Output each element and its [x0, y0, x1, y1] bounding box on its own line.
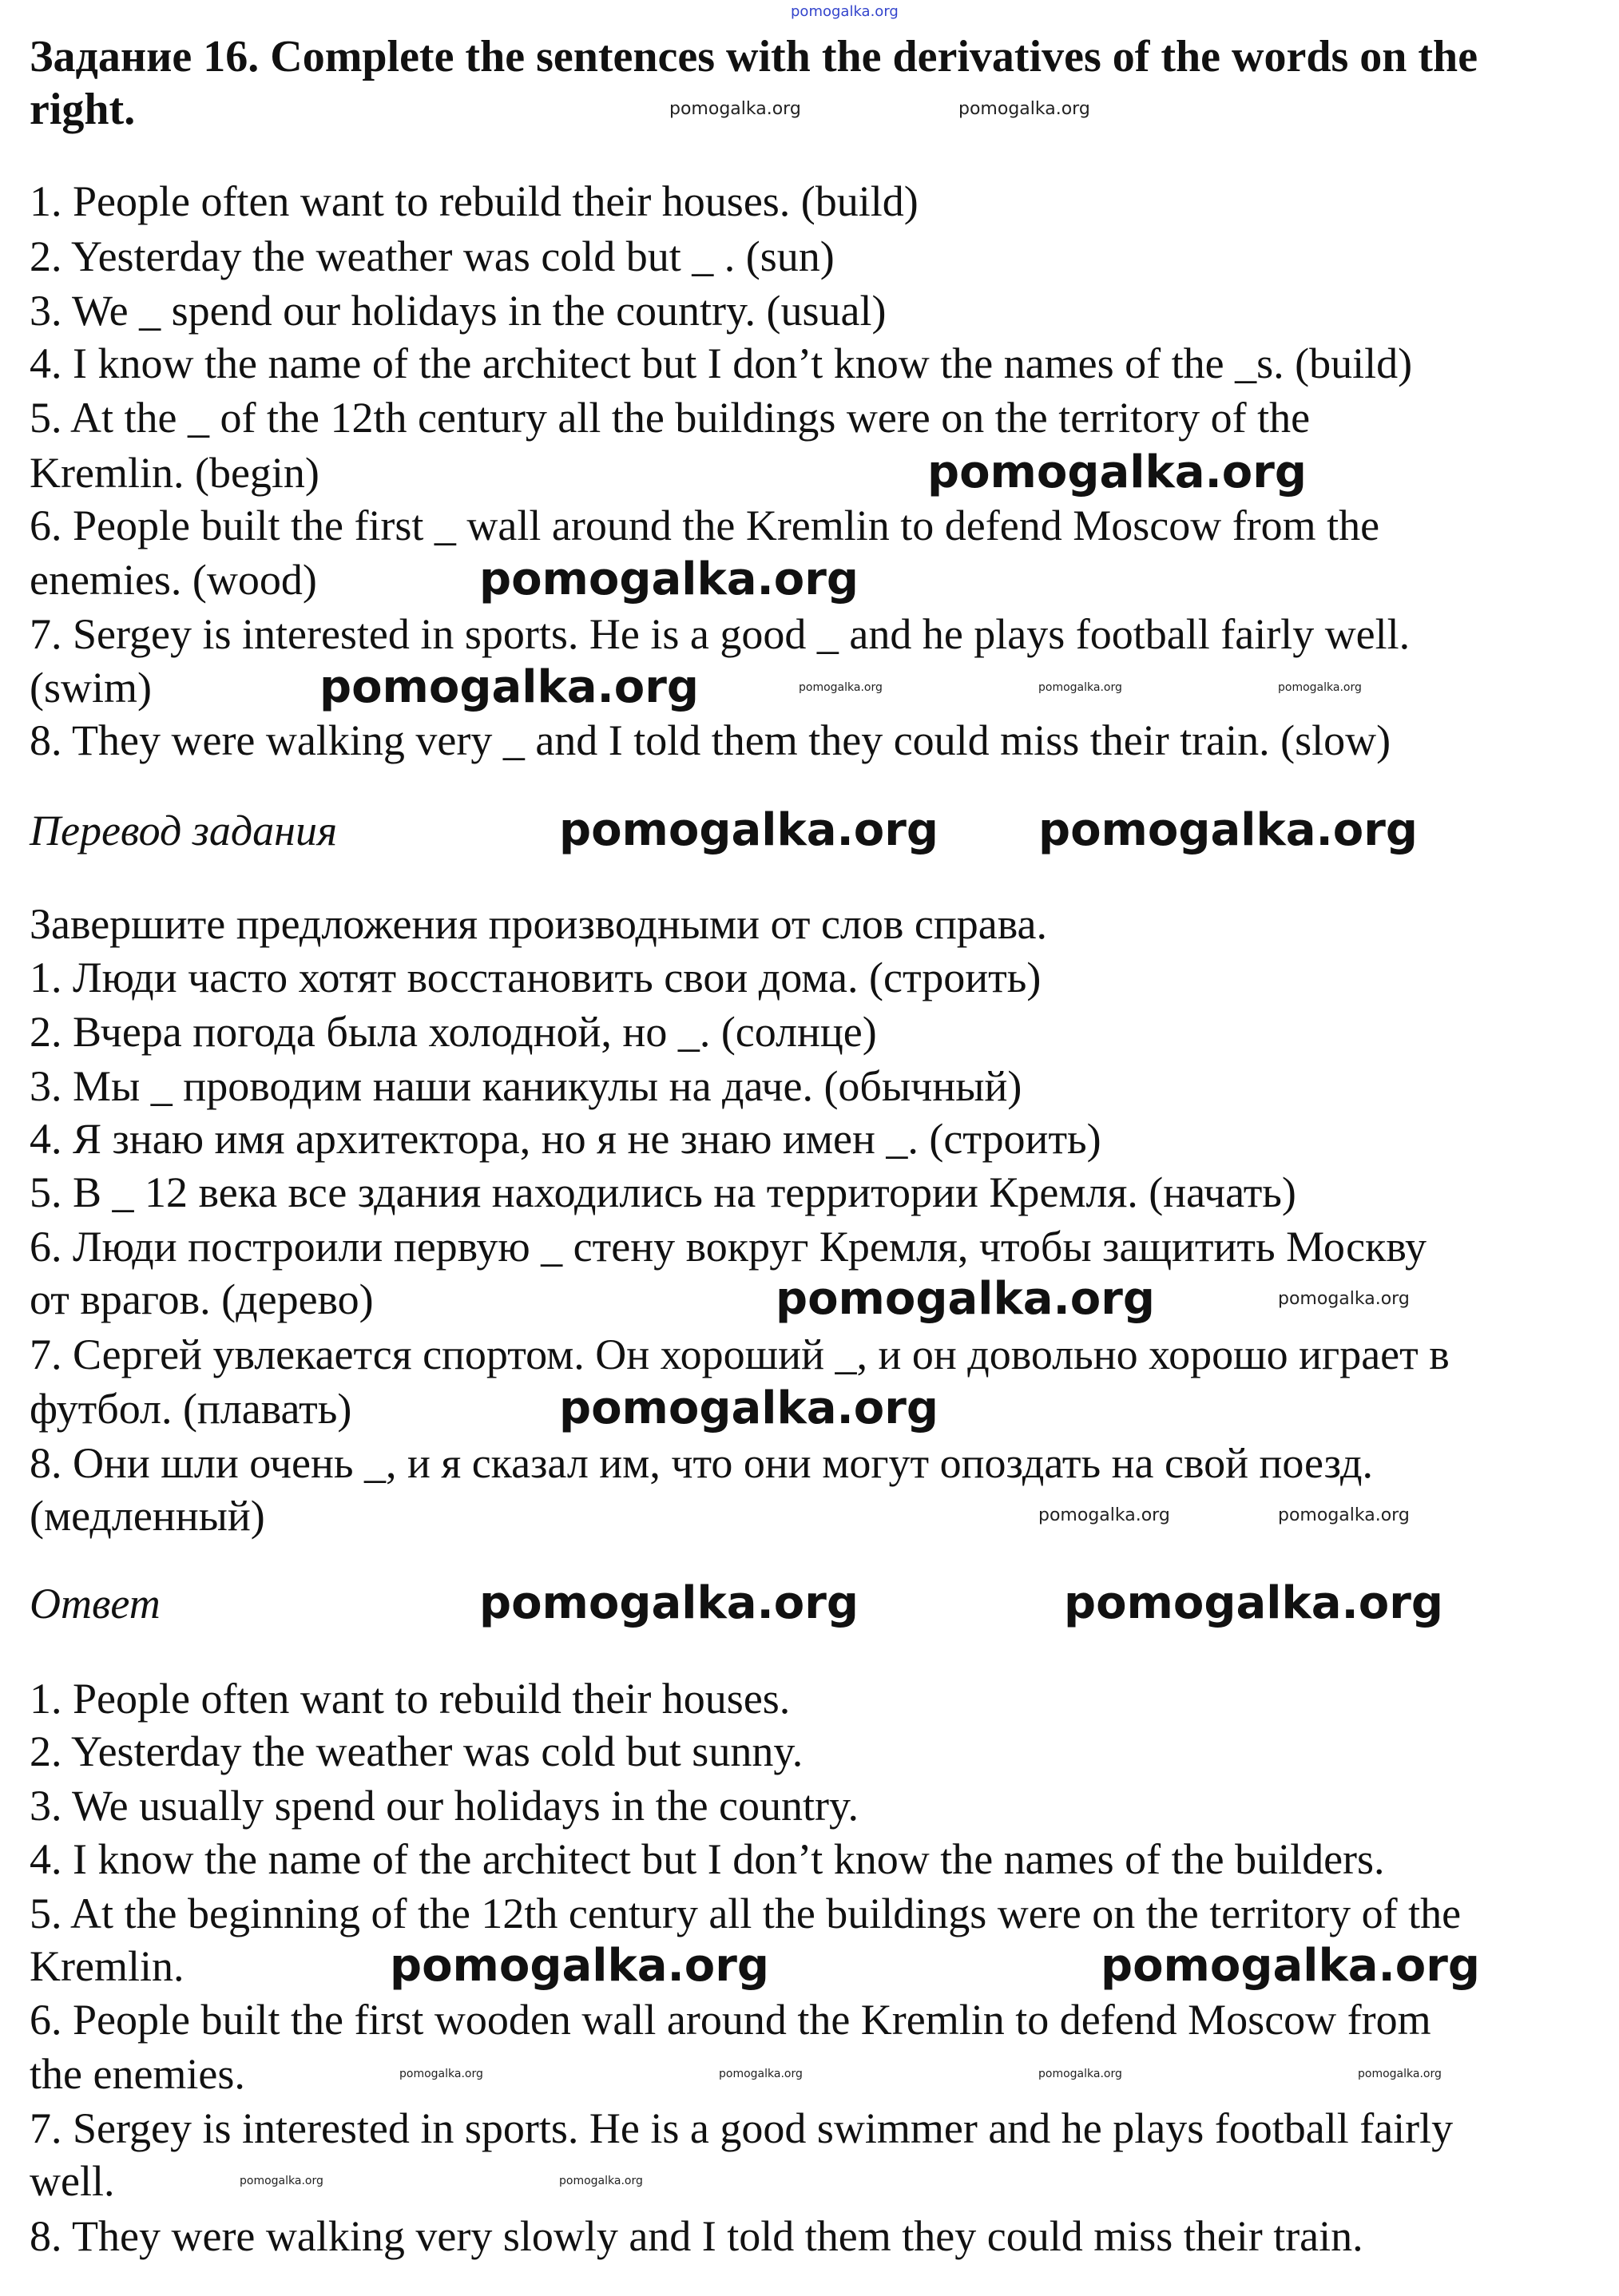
answer-line: 6. People built the first wooden wall around the Kremlin to defend Moscow from — [30, 1996, 1431, 2044]
watermark: pomogalka.org — [1038, 681, 1122, 694]
answer-line: 1. People often want to rebuild their houses. — [30, 1675, 791, 1723]
answer-line: 8. They were walking very slowly and I told them they could miss their train. — [30, 2212, 1363, 2260]
translation-line: футбол. (плавать) — [30, 1385, 352, 1433]
translation-line: 6. Люди построили первую _ стену вокруг Кремля, чтобы защитить Москву — [30, 1223, 1427, 1271]
translation-line: от врагов. (дерево) — [30, 1275, 374, 1323]
answer-line: 2. Yesterday the weather was cold but sunny. — [30, 1727, 804, 1775]
translation-line: 4. Я знаю имя архитектора, но я не знаю имен _. (строить) — [30, 1115, 1101, 1163]
task-line: enemies. (wood) — [30, 556, 317, 604]
answer-line: the enemies. — [30, 2050, 245, 2098]
task-line: Kremlin. (begin) — [30, 449, 319, 497]
task-line: 3. We _ spend our holidays in the country. (usual) — [30, 287, 887, 335]
watermark: pomogalka.org — [1278, 681, 1362, 694]
translation-line: 5. В _ 12 века все здания находились на территории Кремля. (начать) — [30, 1168, 1296, 1216]
answer-line: 5. At the beginning of the 12th century all the buildings were on the territory of the — [30, 1890, 1462, 1937]
answer-heading: Ответ — [30, 1580, 161, 1628]
header-watermark: pomogalka.org — [791, 3, 899, 20]
translation-line: 7. Сергей увлекается спортом. Он хороший _, и он довольно хорошо играет в — [30, 1330, 1450, 1378]
watermark: pomogalka.org — [1278, 1289, 1410, 1309]
task-title-line-1: Задание 16. Complete the sentences with the derivatives of the words on the — [30, 32, 1478, 81]
translation-line: 3. Мы _ проводим наши каникулы на даче. (обычный) — [30, 1062, 1022, 1110]
answer-line: 4. I know the name of the architect but I don’t know the names of the builders. — [30, 1835, 1385, 1883]
watermark: pomogalka.org — [1101, 1940, 1480, 1992]
watermark: pomogalka.org — [479, 1577, 859, 1629]
watermark: pomogalka.org — [1358, 2068, 1442, 2080]
watermark: pomogalka.org — [958, 99, 1090, 119]
task-line: 4. I know the name of the architect but I don’t know the names of the _s. (build) — [30, 339, 1413, 387]
task-line: 7. Sergey is interested in sports. He is a good _ and he plays football fairly well. — [30, 610, 1411, 658]
task-line: 2. Yesterday the weather was cold but _ . (sun) — [30, 232, 835, 280]
task-line: 6. People built the first _ wall around the Kremlin to defend Moscow from the — [30, 502, 1380, 549]
watermark: pomogalka.org — [1038, 804, 1418, 856]
translation-heading: Перевод задания — [30, 807, 338, 855]
watermark: pomogalka.org — [799, 681, 883, 694]
watermark: pomogalka.org — [559, 804, 938, 856]
watermark: pomogalka.org — [559, 1382, 938, 1434]
watermark: pomogalka.org — [927, 446, 1307, 498]
task-line: (swim) — [30, 664, 152, 712]
task-line: 8. They were walking very _ and I told them they could miss their train. (slow) — [30, 716, 1391, 764]
watermark: pomogalka.org — [1038, 1505, 1170, 1525]
translation-line: Завершите предложения производными от слов справа. — [30, 900, 1047, 948]
watermark: pomogalka.org — [390, 1940, 769, 1992]
watermark: pomogalka.org — [1278, 1505, 1410, 1525]
watermark: pomogalka.org — [399, 2068, 483, 2080]
answer-line: Kremlin. — [30, 1942, 185, 1990]
watermark: pomogalka.org — [240, 2175, 323, 2187]
translation-line: 8. Они шли очень _, и я сказал им, что они могут опоздать на свой поезд. — [30, 1439, 1374, 1487]
task-title-line-2: right. — [30, 85, 136, 134]
watermark: pomogalka.org — [776, 1273, 1155, 1325]
translation-line: 2. Вчера погода была холодной, но _. (солнце) — [30, 1008, 877, 1056]
task-line: 5. At the _ of the 12th century all the buildings were on the territory of the — [30, 394, 1311, 442]
watermark: pomogalka.org — [559, 2175, 643, 2187]
watermark: pomogalka.org — [669, 99, 801, 119]
watermark: pomogalka.org — [719, 2068, 803, 2080]
answer-line: well. — [30, 2157, 115, 2205]
watermark: pomogalka.org — [319, 661, 699, 713]
answer-line: 7. Sergey is interested in sports. He is a good swimmer and he plays football fairly — [30, 2104, 1454, 2152]
answer-line: 3. We usually spend our holidays in the country. — [30, 1782, 859, 1830]
watermark: pomogalka.org — [1064, 1577, 1443, 1629]
translation-line: (медленный) — [30, 1492, 265, 1540]
task-line: 1. People often want to rebuild their houses. (build) — [30, 177, 919, 225]
watermark: pomogalka.org — [479, 553, 859, 605]
translation-line: 1. Люди часто хотят восстановить свои дома. (строить) — [30, 954, 1042, 1001]
watermark: pomogalka.org — [1038, 2068, 1122, 2080]
